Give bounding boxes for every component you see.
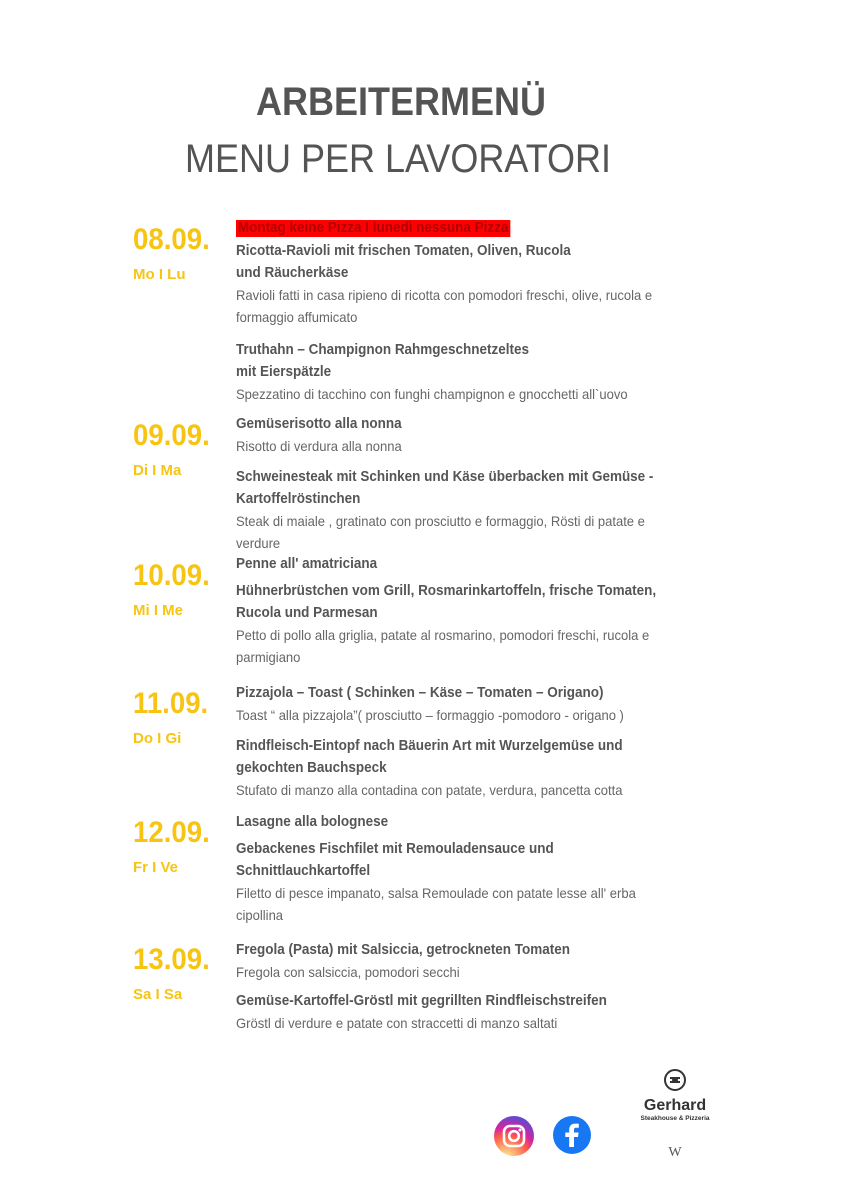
dish-name-de: Truthahn – Champignon Rahmgeschnetzeltes bbox=[236, 342, 529, 358]
day-date: 09.09. bbox=[133, 419, 210, 452]
dish-name-de: Schnittlauchkartoffel bbox=[236, 863, 371, 879]
dish-name-de: Schweinesteak mit Schinken und Käse überbacken mit Gemüse - bbox=[236, 469, 654, 485]
dish-desc-it: Steak di maiale , gratinato con prosciutto e formaggio, Rösti di patate e bbox=[236, 513, 645, 529]
day-weekday: Sa I Sa bbox=[133, 986, 183, 1003]
day-block-3 bbox=[133, 688, 233, 747]
dish-desc-it: Fregola con salsiccia, pomodori secchi bbox=[236, 964, 460, 980]
dish bbox=[236, 240, 716, 328]
monday-notice: Montag keine Pizza I lunedì nessuna Pizza bbox=[237, 220, 509, 236]
dish-desc-it: parmigiano bbox=[236, 649, 301, 665]
dish-name-de: Rindfleisch-Eintopf nach Bäuerin Art mit Wurzelgemüse und bbox=[236, 738, 623, 754]
dish-name-de: Kartoffelröstinchen bbox=[236, 491, 361, 507]
dish-name-de: Gebackenes Fischfilet mit Remouladensauce und bbox=[236, 841, 554, 857]
dish bbox=[236, 838, 716, 926]
logo-name: Gerhard bbox=[643, 1097, 707, 1114]
dish-name-de: Ricotta-Ravioli mit frischen Tomaten, Oliven, Rucola bbox=[236, 243, 571, 259]
dish-name-de: gekochten Bauchspeck bbox=[236, 760, 387, 776]
dish bbox=[236, 339, 716, 405]
day-weekday: Fr I Ve bbox=[133, 859, 179, 876]
day-weekday: Do I Gi bbox=[133, 730, 182, 747]
dish-name-de: Lasagne alla bolognese bbox=[236, 814, 389, 830]
day-date: 13.09. bbox=[133, 943, 210, 976]
day-weekday: Mo I Lu bbox=[133, 266, 186, 283]
dish bbox=[236, 580, 716, 668]
dish bbox=[236, 939, 716, 983]
dish-desc-it: Gröstl di verdure e patate con straccetti di manzo saltati bbox=[236, 1015, 558, 1031]
dish-name-de: Rucola und Parmesan bbox=[236, 605, 378, 621]
gerhard-logo bbox=[630, 1068, 720, 1122]
dish bbox=[236, 466, 716, 554]
dish-desc-it: Stufato di manzo alla contadina con patate, verdura, pancetta cotta bbox=[236, 782, 623, 798]
day-block-2 bbox=[133, 560, 233, 619]
dish-name-de: Gemüse-Kartoffel-Gröstl mit gegrillten Rindfleischstreifen bbox=[236, 993, 607, 1009]
dish-name-de: mit Eierspätzle bbox=[236, 364, 332, 380]
dish-name-de: Gemüserisotto alla nonna bbox=[236, 416, 402, 432]
dish bbox=[236, 811, 716, 833]
dish-desc-it: verdure bbox=[236, 535, 281, 551]
day-weekday: Mi I Me bbox=[133, 602, 184, 619]
dish-desc-it: Petto di pollo alla griglia, patate al rosmarino, pomodori freschi, rucola e bbox=[236, 627, 650, 643]
dish bbox=[236, 682, 716, 726]
dish bbox=[236, 990, 716, 1034]
instagram-icon[interactable] bbox=[494, 1116, 534, 1156]
dish bbox=[236, 553, 716, 575]
day-block-0 bbox=[133, 224, 233, 283]
day-block-5 bbox=[133, 944, 233, 1003]
dish bbox=[236, 735, 716, 801]
secondary-logo-text: W bbox=[668, 1145, 682, 1160]
logo-subtitle: Steakhouse & Pizzeria bbox=[640, 1115, 710, 1122]
dish-name-de: Hühnerbrüstchen vom Grill, Rosmarinkartoffeln, frische Tomaten, bbox=[236, 583, 657, 599]
day-date: 11.09. bbox=[133, 687, 209, 720]
dish bbox=[236, 413, 716, 457]
dish-name-de: und Räucherkäse bbox=[236, 265, 349, 281]
dish-desc-it: Toast “ alla pizzajola”( prosciutto – formaggio -pomodoro - origano ) bbox=[236, 707, 624, 723]
day-date: 08.09. bbox=[133, 223, 210, 256]
day-block-4 bbox=[133, 817, 233, 876]
secondary-logo bbox=[660, 1140, 690, 1165]
day-date: 12.09. bbox=[133, 816, 210, 849]
dish-name-de: Fregola (Pasta) mit Salsiccia, getrockneten Tomaten bbox=[236, 942, 570, 958]
day-block-1 bbox=[133, 420, 233, 479]
page-title: ARBEITERMENÜ bbox=[255, 80, 546, 124]
logo-emblem-icon bbox=[630, 1068, 720, 1097]
page-subtitle: MENU PER LAVORATORI bbox=[184, 137, 612, 181]
dish-desc-it: cipollina bbox=[236, 907, 284, 923]
dish-desc-it: Spezzatino di tacchino con funghi champignon e gnocchetti all`uovo bbox=[236, 386, 628, 402]
facebook-icon[interactable] bbox=[553, 1116, 591, 1154]
day-date: 10.09. bbox=[133, 559, 210, 592]
dish-desc-it: formaggio affumicato bbox=[236, 309, 358, 325]
secondary-logo-icon bbox=[664, 1140, 686, 1160]
dish-desc-it: Risotto di verdura alla nonna bbox=[236, 438, 402, 454]
dish-name-de: Pizzajola – Toast ( Schinken – Käse – Tomaten – Origano) bbox=[236, 685, 604, 701]
dish-desc-it: Ravioli fatti in casa ripieno di ricotta con pomodori freschi, olive, rucola e bbox=[236, 287, 653, 303]
dish-desc-it: Filetto di pesce impanato, salsa Remoulade con patate lesse all' erba bbox=[236, 885, 636, 901]
dish-name-de: Penne all' amatriciana bbox=[236, 556, 378, 572]
day-weekday: Di I Ma bbox=[133, 462, 182, 479]
